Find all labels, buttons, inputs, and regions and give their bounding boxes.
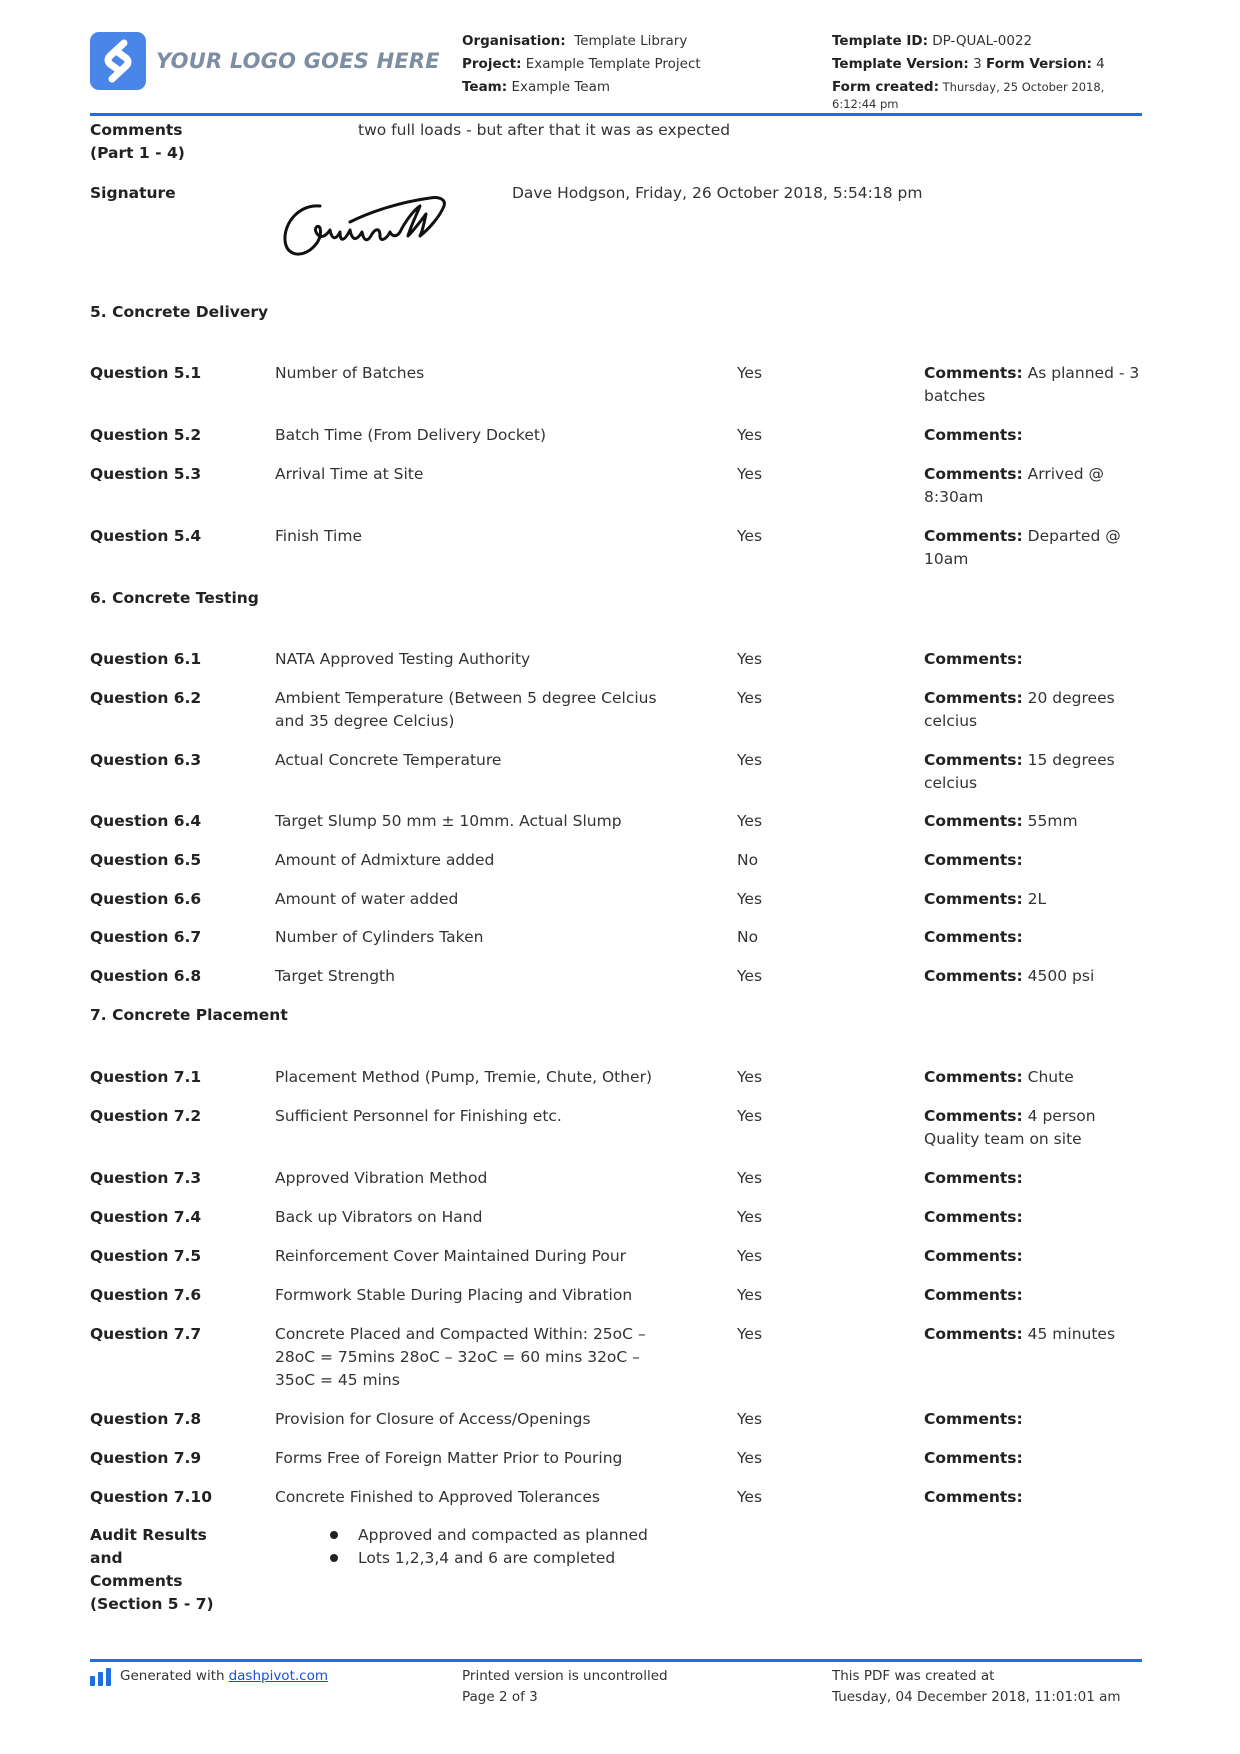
comments-part-label	[90, 119, 185, 165]
audit-bullet: Lots 1,2,3,4 and 6 are completed	[330, 1547, 648, 1570]
header-project-info	[462, 30, 822, 99]
question-text: Forms Free of Foreign Matter Prior to Pouring	[275, 1449, 623, 1467]
section-title: 5. Concrete Delivery	[90, 303, 269, 321]
question-id: Question 7.7	[90, 1325, 202, 1343]
question-comment	[924, 525, 1142, 571]
question-answer: Yes	[737, 650, 763, 668]
project-label: Project:	[462, 56, 522, 72]
audit-bullet-list	[330, 1524, 648, 1570]
header-template-info	[832, 30, 1142, 113]
question-answer: Yes	[737, 1247, 763, 1265]
question-text: Back up Vibrators on Hand	[275, 1208, 483, 1226]
audit-label-line: (Section 5 - 7)	[90, 1595, 214, 1613]
question-comment	[924, 810, 1142, 833]
question-id: Question 6.7	[90, 928, 202, 946]
team-label: Team:	[462, 79, 508, 95]
header-divider	[90, 113, 1142, 116]
comments-prefix: Comments:	[924, 1325, 1023, 1343]
comments-prefix: Comments:	[924, 1068, 1023, 1086]
question-id: Question 7.8	[90, 1410, 202, 1428]
comments-prefix: Comments:	[924, 1107, 1023, 1125]
question-text: Amount of Admixture added	[275, 851, 495, 869]
question-id: Question 5.4	[90, 527, 202, 545]
dashpivot-icon	[90, 1668, 112, 1686]
question-answer: Yes	[737, 967, 763, 985]
question-comment	[924, 1486, 1142, 1509]
question-id: Question 6.3	[90, 751, 202, 769]
question-text: Target Slump 50 mm ± 10mm. Actual Slump	[275, 812, 622, 830]
signature-label: Signature	[90, 184, 176, 202]
comments-prefix: Comments:	[924, 1286, 1023, 1304]
question-id: Question 5.2	[90, 426, 202, 444]
audit-label	[90, 1524, 214, 1616]
question-id: Question 5.1	[90, 364, 202, 382]
question-comment	[924, 1167, 1142, 1190]
template-id-value: DP-QUAL-0022	[932, 33, 1033, 49]
question-comment	[924, 1284, 1142, 1307]
form-version-label: Form Version:	[986, 56, 1092, 72]
footer-created-value: Tuesday, 04 December 2018, 11:01:01 am	[832, 1689, 1121, 1705]
comment-value: 45 minutes	[1027, 1325, 1116, 1343]
section-title: 6. Concrete Testing	[90, 589, 259, 607]
comment-value: 20 degrees celcius	[924, 689, 1115, 730]
dashpivot-link[interactable]: dashpivot.com	[228, 1668, 328, 1684]
question-text: Finish Time	[275, 527, 362, 545]
footer-right	[832, 1666, 1121, 1708]
comment-value: 15 degrees celcius	[924, 751, 1115, 792]
comments-prefix: Comments:	[924, 1449, 1023, 1467]
form-created-label: Form created:	[832, 79, 939, 95]
question-answer: Yes	[737, 1107, 763, 1125]
comment-value: As planned - 3 batches	[924, 364, 1140, 405]
question-text: Concrete Placed and Compacted Within: 25oC – 28oC = 75mins 28oC – 32oC = 60 mins 32oC – 35oC = 45 mins	[275, 1325, 646, 1389]
question-id: Question 5.3	[90, 465, 202, 483]
organisation-label: Organisation:	[462, 33, 566, 49]
question-answer: No	[737, 851, 759, 869]
footer-uncontrolled: Printed version is uncontrolled	[462, 1668, 668, 1684]
question-text: Number of Cylinders Taken	[275, 928, 484, 946]
question-comment	[924, 1066, 1142, 1089]
page-header	[90, 26, 1142, 116]
question-answer: Yes	[737, 1449, 763, 1467]
comments-prefix: Comments:	[924, 812, 1023, 830]
comments-prefix: Comments:	[924, 1247, 1023, 1265]
question-answer: Yes	[737, 890, 763, 908]
comment-value: 4 person Quality team on site	[924, 1107, 1096, 1148]
comments-prefix: Comments:	[924, 928, 1023, 946]
question-text: Target Strength	[275, 967, 395, 985]
question-answer: No	[737, 928, 759, 946]
footer-divider	[90, 1659, 1142, 1662]
comments-prefix: Comments:	[924, 1208, 1023, 1226]
logo-mark-icon	[90, 32, 146, 90]
question-answer: Yes	[737, 1208, 763, 1226]
signature-signer: Dave Hodgson, Friday, 26 October 2018, 5:54:18 pm	[512, 184, 923, 202]
question-comment	[924, 1447, 1142, 1470]
comments-prefix: Comments:	[924, 364, 1023, 382]
question-text: Reinforcement Cover Maintained During Pour	[275, 1247, 627, 1265]
footer-center	[462, 1666, 668, 1708]
comment-value: 2L	[1027, 890, 1047, 908]
question-text: Number of Batches	[275, 364, 425, 382]
template-version-label: Template Version:	[832, 56, 969, 72]
comments-prefix: Comments:	[924, 890, 1023, 908]
question-id: Question 7.5	[90, 1247, 202, 1265]
comments-label-line1: Comments	[90, 121, 183, 139]
question-text: Amount of water added	[275, 890, 459, 908]
form-created-value: Thursday, 25 October 2018, 6:12:44 pm	[832, 80, 1105, 111]
comments-prefix: Comments:	[924, 650, 1023, 668]
question-text: Approved Vibration Method	[275, 1169, 488, 1187]
template-id-label: Template ID:	[832, 33, 928, 49]
question-comment	[924, 1105, 1142, 1151]
question-text: NATA Approved Testing Authority	[275, 650, 531, 668]
question-id: Question 7.6	[90, 1286, 202, 1304]
comments-prefix: Comments:	[924, 1488, 1023, 1506]
question-answer: Yes	[737, 1488, 763, 1506]
question-text: Sufficient Personnel for Finishing etc.	[275, 1107, 562, 1125]
question-answer: Yes	[737, 1068, 763, 1086]
question-comment	[924, 926, 1142, 949]
project-value: Example Template Project	[525, 56, 701, 72]
comment-value: 4500 psi	[1027, 967, 1095, 985]
logo-text: YOUR LOGO GOES HERE	[156, 49, 440, 73]
question-id: Question 6.8	[90, 967, 202, 985]
question-id: Question 7.4	[90, 1208, 202, 1226]
question-id: Question 6.1	[90, 650, 202, 668]
comment-value: Chute	[1027, 1068, 1074, 1086]
question-id: Question 7.1	[90, 1068, 202, 1086]
form-version-value: 4	[1096, 56, 1105, 72]
question-text: Concrete Finished to Approved Tolerances	[275, 1488, 600, 1506]
question-text: Arrival Time at Site	[275, 465, 424, 483]
question-comment	[924, 1245, 1142, 1268]
question-answer: Yes	[737, 1169, 763, 1187]
footer-page-number: Page 2 of 3	[462, 1689, 538, 1705]
question-answer: Yes	[737, 751, 763, 769]
question-answer: Yes	[737, 426, 763, 444]
footer-generated-text: Generated with	[120, 1668, 225, 1684]
footer-created-label: This PDF was created at	[832, 1668, 995, 1684]
question-id: Question 7.3	[90, 1169, 202, 1187]
question-comment	[924, 463, 1142, 509]
question-answer: Yes	[737, 1286, 763, 1304]
audit-label-line: Comments	[90, 1572, 183, 1590]
comments-prefix: Comments:	[924, 689, 1023, 707]
comments-label-line2: (Part 1 - 4)	[90, 144, 185, 162]
question-answer: Yes	[737, 465, 763, 483]
question-comment	[924, 687, 1142, 733]
question-answer: Yes	[737, 1325, 763, 1343]
question-id: Question 6.6	[90, 890, 202, 908]
signature-image	[280, 192, 456, 268]
section-title: 7. Concrete Placement	[90, 1006, 288, 1024]
comment-value: Arrived @ 8:30am	[924, 465, 1105, 506]
question-text: Batch Time (From Delivery Docket)	[275, 426, 547, 444]
comment-value: Departed @ 10am	[924, 527, 1121, 568]
comments-prefix: Comments:	[924, 751, 1023, 769]
question-id: Question 7.10	[90, 1488, 212, 1506]
question-comment	[924, 362, 1142, 408]
comments-prefix: Comments:	[924, 465, 1023, 483]
question-answer: Yes	[737, 812, 763, 830]
comments-prefix: Comments:	[924, 1169, 1023, 1187]
question-answer: Yes	[737, 1410, 763, 1428]
logo	[90, 32, 440, 90]
comments-prefix: Comments:	[924, 426, 1023, 444]
question-id: Question 7.2	[90, 1107, 202, 1125]
template-version-value: 3	[973, 56, 982, 72]
question-answer: Yes	[737, 527, 763, 545]
question-comment	[924, 888, 1142, 911]
organisation-value: Template Library	[574, 33, 688, 49]
question-comment	[924, 424, 1142, 447]
question-comment	[924, 749, 1142, 795]
comments-prefix: Comments:	[924, 967, 1023, 985]
question-text: Actual Concrete Temperature	[275, 751, 502, 769]
question-text: Placement Method (Pump, Tremie, Chute, Other)	[275, 1068, 653, 1086]
question-text: Formwork Stable During Placing and Vibration	[275, 1286, 633, 1304]
footer-generated	[90, 1666, 328, 1687]
comments-prefix: Comments:	[924, 1410, 1023, 1428]
question-id: Question 6.4	[90, 812, 202, 830]
question-text: Provision for Closure of Access/Openings	[275, 1410, 591, 1428]
comments-prefix: Comments:	[924, 851, 1023, 869]
question-answer: Yes	[737, 364, 763, 382]
question-text: Ambient Temperature (Between 5 degree Celcius and 35 degree Celcius)	[275, 689, 657, 730]
question-comment	[924, 648, 1142, 671]
question-comment	[924, 1408, 1142, 1431]
comments-prefix: Comments:	[924, 527, 1023, 545]
question-id: Question 6.5	[90, 851, 202, 869]
question-comment	[924, 965, 1142, 988]
question-id: Question 7.9	[90, 1449, 202, 1467]
comments-part-value: two full loads - but after that it was as expected	[358, 121, 731, 139]
audit-label-line: and	[90, 1549, 123, 1567]
question-comment	[924, 1206, 1142, 1229]
audit-bullet: Approved and compacted as planned	[330, 1524, 648, 1547]
audit-label-line: Audit Results	[90, 1526, 207, 1544]
question-comment	[924, 849, 1142, 872]
question-answer: Yes	[737, 689, 763, 707]
team-value: Example Team	[511, 79, 610, 95]
comment-value: 55mm	[1027, 812, 1078, 830]
question-id: Question 6.2	[90, 689, 202, 707]
question-comment	[924, 1323, 1142, 1346]
